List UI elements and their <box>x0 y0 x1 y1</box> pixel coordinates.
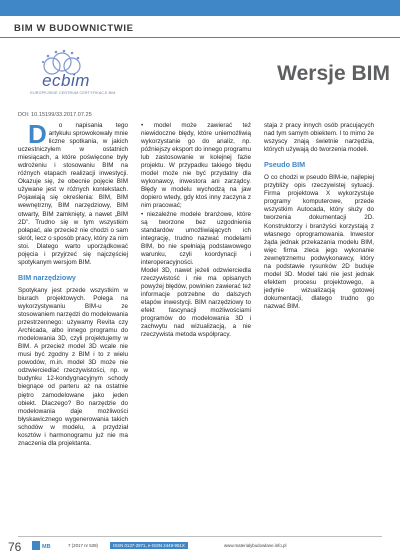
drop-cap: D <box>28 119 47 149</box>
section-divider <box>0 37 400 38</box>
footer-divider <box>18 536 382 537</box>
section-header <box>0 20 400 38</box>
journal-url[interactable]: www.materialybudowlane.info.pl <box>224 543 287 548</box>
header-color-band <box>0 0 400 16</box>
logo-mark-icon <box>14 46 132 90</box>
heading-bim-narzedziowy: BIM narzędziowy <box>18 272 76 282</box>
text-column-2 <box>141 122 251 339</box>
issn-badge: ISSN 0137-2971, e-ISSN 2449-951X <box>110 542 188 549</box>
body-paragraph: O co chodzi w pseudo BIM-ie, najlepiej przybliży opis rzeczywistej sytuacji. Firma projektowa X wykorzystuje programy komputerowe, przede wszystkim Autocada, który służy do tworzenia dokumentacji 2D. Konstruktorzy i branżyści korzystają z własnego oprogramowania. Inwestor żąda jednak przekazania modelu BIM, więc firma zleca jego wykonanie zewnętrznemu podwykonawcy, który na podstawie rysunków 2D buduje model 3D. Model taki nie jest jednak efektem procesu projektowego, a jedynie wizualizacją gotowej dokumentacji, dlatego trudno go nazwać BIM. <box>264 174 374 310</box>
section-label: BIM W BUDOWNICTWIE <box>14 23 134 34</box>
intro-text: o napisania tego artykułu sprowokowały mnie liczne spotkania, w jakich uczestniczyłem w ostatnich miesiącach, a które poświęcone były wdrożeniu i stosowaniu BIM na różnych etapach realizacji inwestycji. Okazuje się, że obecnie pojęcie BIM używane jest w różnych kontekstach. Pojawiają się określenia: BIM, BIM wewnętrzny, BIM narzędziowy, BIM otwarty, BIM zamknięty, a nawet „BIM 2D”. Trudno się w tym wszystkim połapać, ale przecież nie chodzi o sam skrót, lecz o sposób pracy, który za nim stoi. Dlatego warto uporządkować pojęcia i przyjrzeć się najczęściej spotykanym wersjom BIM. <box>18 122 128 266</box>
body-paragraph: staja z pracy innych osób pracujących nad tym samym obiektem. I to mimo że wszyscy znają świetnie narzędzia, których używają do tworzenia modeli. <box>264 122 374 154</box>
page-number: 76 <box>8 540 22 554</box>
logo-ecbim <box>14 46 132 108</box>
logo-caption: EUROPEJSKIE CENTRUM CERTYFIKACJI BIM <box>30 91 116 95</box>
intro-paragraph <box>18 119 128 267</box>
body-paragraph: Spotykany jest przede wszystkim w biurach projektowych. Polega na wykorzystywaniu BIM-u ze stosowaniem narzędzi do modelowania przestrzennego: używamy Revita czy Archicada, albo innego programu do modelowania 3D, czyli projektujemy w BIM. A przecież model 3D wcale nie musi być zgodny z BIM i to z wielu powodów, m.in. model 3D może nie odzwierciedlać rzeczywistości, np. w budynku 12-kondygnacyjnym schody biegnące od parteru aż na ostatnie piętro zamodelowane jako jeden obiekt. Dlaczego? Bo narzędzie do modelowania daje możliwości błyskawicznego wygenerowania takich schodów w modelu, a przydział kosztów i harmonogramu już nie ma znaczenia dla projektanta. <box>18 286 128 447</box>
svg-text:ecbim: ecbim <box>42 71 90 90</box>
list-item: • model może zawierać też niewidoczne błędy, które uniemożliwią wykorzystanie go do analiz, np. późniejszy eksport do innego programu lub zastosowanie w kolejnej fazie projektu. W przypadku takiego błędu model może nie być przydatny dla wykonawcy, inwestora ani zarządcy. Błędy w modelu wychodzą na jaw dopiero wtedy, gdy ktoś inny zaczyna z nim pracować; <box>141 122 251 210</box>
doi-text: DOI: 10.15199/33.2017.07.25 <box>18 112 92 118</box>
issue-number: 7 (2017 nr 539) <box>68 543 99 548</box>
article-title: Wersje BIM <box>277 62 390 85</box>
journal-logo-icon <box>32 541 62 550</box>
svg-text:MB: MB <box>42 544 51 550</box>
heading-pseudo-bim: Pseudo BIM <box>264 160 306 170</box>
body-paragraph: Model 3D, nawet jeżeli odzwierciedla rzeczywistość i nie ma opisanych powyżej błędów, powinien zawierać też informacje potrzebne do dalszych etapów inwestycji. BIM narzędziowy to efekt fascynacji możliwościami programów do modelowania 3D i zachwytu nad wizualizacją, a nie rzeczywista metoda współpracy. <box>141 266 251 339</box>
list-item: • niezależne modele branżowe, które są tworzone bez uzgodnienia standardów umożliwiających ich integrację, trudno nazwać modelami BIM, bo nie spełniają podstawowego warunku, czyli koordynacji i interoperacyjności. <box>141 210 251 266</box>
text-column-1 <box>18 119 128 448</box>
text-column-3 <box>264 122 374 311</box>
